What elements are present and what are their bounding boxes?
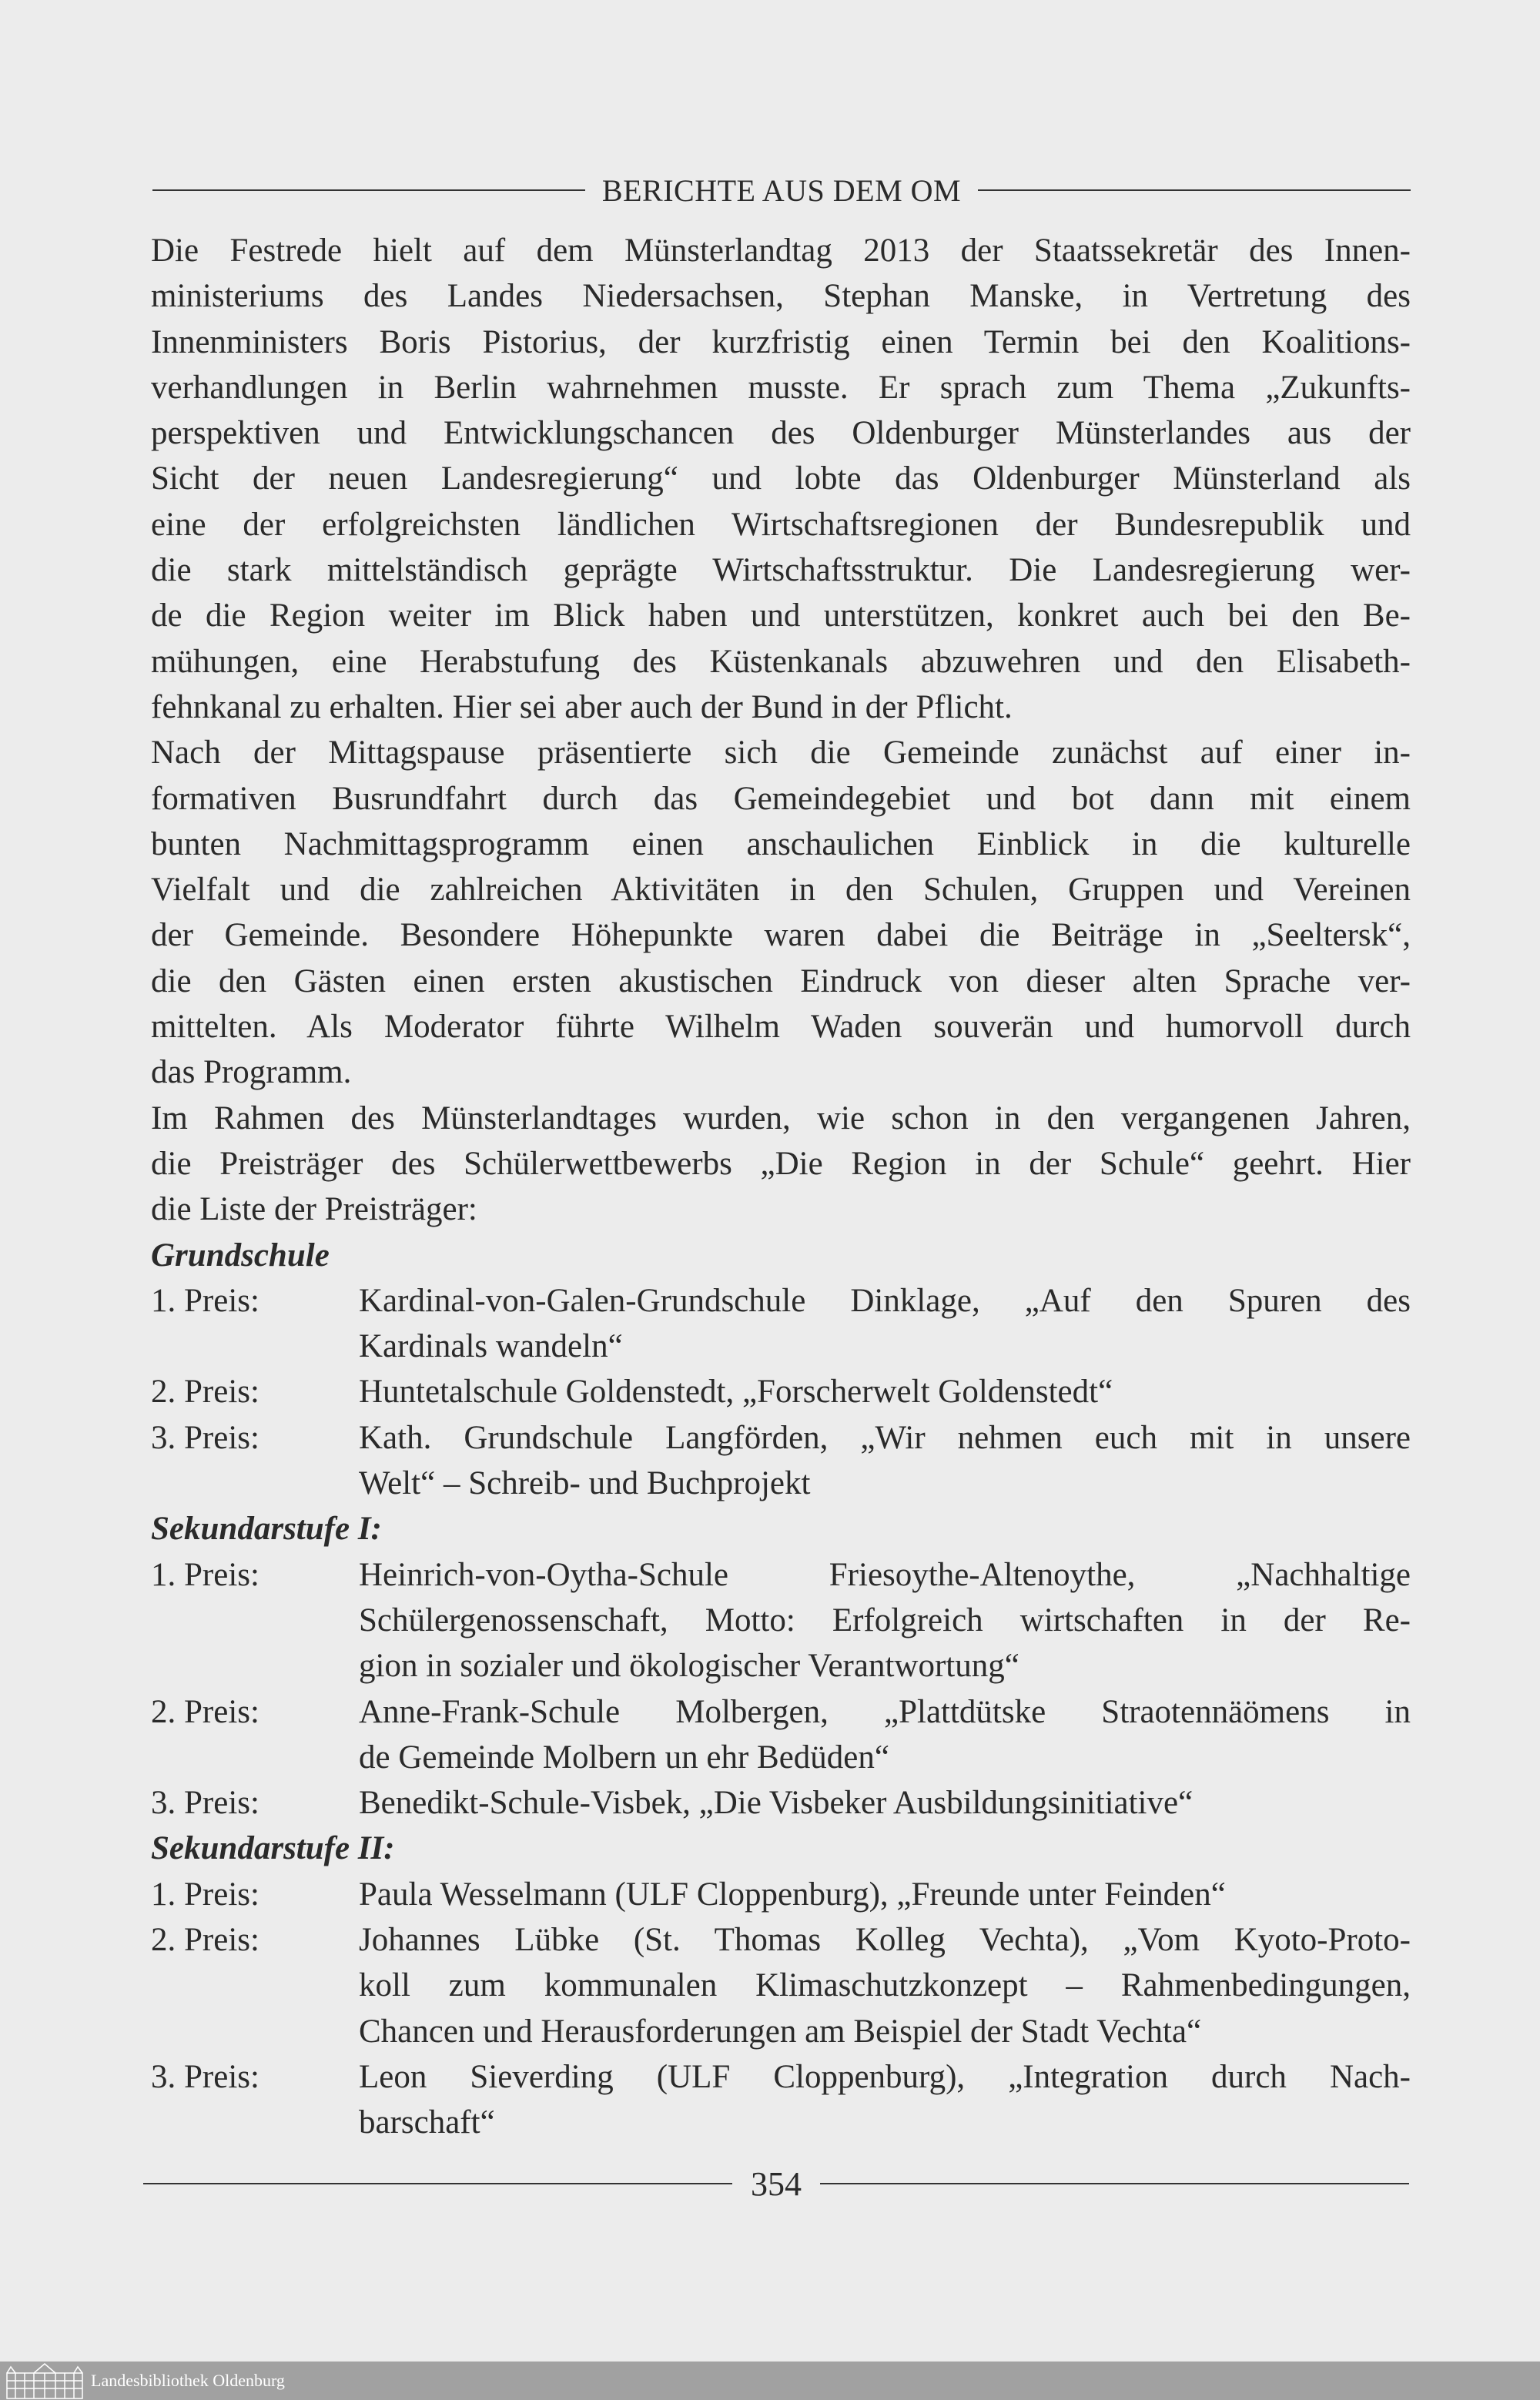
text-line: die Preisträger des Schülerwettbewerbs „Die Region in der Schule“ geehrt. Hier (151, 1145, 1411, 1182)
text-line: Kardinals wandeln“ (359, 1328, 623, 1365)
running-head-title: BERICHTE AUS DEM OM (601, 172, 962, 208)
text-line: Kath. Grundschule Langförden, „Wir nehmen euch mit in unsere (359, 1419, 1411, 1456)
library-building-logo-icon (5, 2362, 85, 2399)
text-line: Schülergenossenschaft, Motto: Erfolgreich wirtschaften in der Re- (359, 1602, 1411, 1638)
divider (978, 189, 1411, 191)
text-line: Benedikt-Schule-Visbek, „Die Visbeker Ausbildungsinitiative“ (359, 1785, 1194, 1822)
section-heading: Sekundarstufe I: (151, 1511, 382, 1548)
text-line: Anne-Frank-Schule Molbergen, „Plattdütske Straotennäömens in (359, 1693, 1411, 1730)
prize-description (359, 1415, 1411, 1507)
text-line: die den Gästen einen ersten akustischen Eindruck von dieser alten Sprache ver- (151, 962, 1411, 999)
prize-description (359, 1552, 1411, 1689)
text-line: Paula Wesselmann (ULF Cloppenburg), „Freunde unter Feinden“ (359, 1876, 1226, 1913)
prize-label: 1. Preis: (151, 1282, 259, 1319)
paragraph (151, 730, 1411, 1095)
text-line: Heinrich-von-Oytha-Schule Friesoythe-Altenoythe, „Nachhaltige (359, 1556, 1411, 1593)
prize-description (359, 1689, 1411, 1781)
prize-description (359, 1780, 1411, 1826)
prize-entry (151, 1552, 1411, 1689)
prize-label: 1. Preis: (151, 1556, 259, 1593)
text-line: formativen Busrundfahrt durch das Gemeindegebiet und bot dann mit einem (151, 780, 1411, 817)
prize-label: 2. Preis: (151, 1374, 259, 1411)
divider (820, 2183, 1409, 2184)
article-body (151, 228, 1411, 2145)
library-banner (0, 2362, 1540, 2400)
text-line: Kardinal-von-Galen-Grundschule Dinklage, „Auf den Spuren des (359, 1282, 1411, 1319)
text-line: Sicht der neuen Landesregierung“ und lobte das Oldenburger Münsterland als (151, 460, 1411, 497)
section-heading: Grundschule (151, 1237, 330, 1274)
prize-entry (151, 1917, 1411, 2054)
text-line: Johannes Lübke (St. Thomas Kolleg Vechta), „Vom Kyoto-Proto- (359, 1921, 1411, 1958)
prize-label: 3. Preis: (151, 1785, 259, 1822)
text-line: koll zum kommunalen Klimaschutzkonzept – Rahmenbedingungen, (359, 1967, 1411, 2004)
text-line: perspektiven und Entwicklungschancen des Oldenburger Münsterlandes aus der (151, 415, 1411, 452)
text-line: das Programm. (151, 1054, 352, 1091)
prize-entry (151, 1415, 1411, 1507)
page-number: 354 (751, 2164, 802, 2203)
section-heading: Sekundarstufe II: (151, 1830, 395, 1867)
prize-description (359, 1369, 1411, 1414)
divider (152, 189, 585, 191)
prize-label: 2. Preis: (151, 1693, 259, 1730)
prize-entry (151, 1689, 1411, 1781)
prize-label: 1. Preis: (151, 1876, 259, 1913)
text-line: die stark mittelständisch geprägte Wirtschaftsstruktur. Die Landesregierung wer- (151, 552, 1411, 589)
prize-entry (151, 2054, 1411, 2146)
text-line: de Gemeinde Molbern un ehr Bedüden“ (359, 1739, 889, 1776)
text-line: ministeriums des Landes Niedersachsen, Stephan Manske, in Vertretung des (151, 278, 1411, 315)
prize-entry (151, 1780, 1411, 1826)
text-line: Chancen und Herausforderungen am Beispiel der Stadt Vechta“ (359, 2013, 1202, 2050)
text-line: gion in sozialer und ökologischer Verantwortung“ (359, 1648, 1019, 1685)
prize-entry (151, 1369, 1411, 1414)
prize-description (359, 1917, 1411, 2054)
text-line: mittelten. Als Moderator führte Wilhelm Waden souverän und humorvoll durch (151, 1009, 1411, 1046)
text-line: eine der erfolgreichsten ländlichen Wirtschaftsregionen der Bundesrepublik und (151, 506, 1411, 543)
library-name: Landesbibliothek Oldenburg (91, 2371, 285, 2390)
text-line: verhandlungen in Berlin wahrnehmen musste. Er sprach zum Thema „Zukunfts- (151, 369, 1411, 406)
prize-label: 3. Preis: (151, 2058, 259, 2095)
prize-entry (151, 1872, 1411, 1917)
text-line: Die Festrede hielt auf dem Münsterlandtag 2013 der Staatssekretär des Innen- (151, 233, 1411, 269)
prize-description (359, 1872, 1411, 1917)
text-line: Nach der Mittagspause präsentierte sich die Gemeinde zunächst auf einer in- (151, 735, 1411, 772)
text-line: mühungen, eine Herabstufung des Küstenkanals abzuwehren und den Elisabeth- (151, 643, 1411, 680)
text-line: Im Rahmen des Münsterlandtages wurden, wie schon in den vergangenen Jahren, (151, 1100, 1411, 1136)
divider (143, 2183, 732, 2184)
text-line: Welt“ – Schreib- und Buchprojekt (359, 1465, 811, 1502)
text-line: die Liste der Preisträger: (151, 1191, 477, 1228)
text-line: Huntetalschule Goldenstedt, „Forscherwelt Goldenstedt“ (359, 1374, 1113, 1411)
paragraph (151, 1096, 1411, 1233)
text-line: fehnkanal zu erhalten. Hier sei aber auch der Bund in der Pflicht. (151, 688, 1013, 725)
text-line: barschaft“ (359, 2104, 495, 2141)
prize-label: 3. Preis: (151, 1419, 259, 1456)
running-head (152, 171, 1411, 209)
prize-entry (151, 1278, 1411, 1370)
text-line: Innenministers Boris Pistorius, der kurzfristig einen Termin bei den Koalitions- (151, 323, 1411, 360)
text-line: bunten Nachmittagsprogramm einen anschaulichen Einblick in die kulturelle (151, 825, 1411, 862)
text-line: Leon Sieverding (ULF Cloppenburg), „Integration durch Nach- (359, 2058, 1411, 2095)
prize-description (359, 2054, 1411, 2146)
text-line: de die Region weiter im Blick haben und unterstützen, konkret auch bei den Be- (151, 597, 1411, 634)
paragraph (151, 228, 1411, 730)
text-line: der Gemeinde. Besondere Höhepunkte waren dabei die Beiträge in „Seeltersk“, (151, 917, 1411, 954)
prize-label: 2. Preis: (151, 1921, 259, 1958)
text-line: Vielfalt und die zahlreichen Aktivitäten in den Schulen, Gruppen und Vereinen (151, 872, 1411, 909)
prize-description (359, 1278, 1411, 1370)
page-footer (143, 2161, 1409, 2207)
